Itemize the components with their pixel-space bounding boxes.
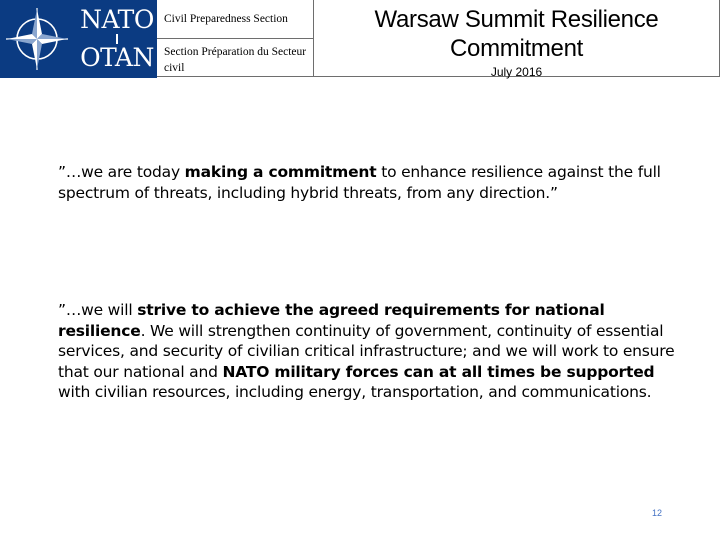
quote2-bold-2: NATO military forces can at all times be supported — [222, 362, 655, 381]
quote2-bold-1: strive to achieve the agreed requirements for national resilience — [58, 301, 605, 340]
quote2-text-2: . We will strengthen continuity of government, continuity of essential services, and security of civilian critical infrastructure; and we will work to ensure that our national and — [58, 321, 675, 381]
quote2-text-1: ”…we will — [58, 301, 138, 319]
quote-paragraph-2 — [58, 300, 678, 403]
quote-paragraph-1 — [58, 162, 678, 203]
title-box — [314, 0, 720, 77]
section-name-french: Section Préparation du Secteur civil — [164, 46, 307, 74]
slide-header — [0, 0, 720, 78]
section-label-box — [157, 0, 314, 77]
quote2-text-3: with civilian resources, including energy, transportation, and communications. — [58, 383, 652, 401]
section-name-english: Civil Preparedness Section — [164, 13, 288, 25]
quote1-text-2: to enhance resilience against the full spectrum of threats, including hybrid threats, from any direction.” — [58, 163, 661, 202]
slide-title: Warsaw Summit Resilience Commitment — [374, 6, 659, 62]
quote1-bold-1: making a commitment — [184, 163, 377, 181]
nato-compass-star-icon — [4, 6, 70, 72]
quote1-text-1: ”…we are today — [58, 163, 185, 181]
section-divider — [157, 38, 313, 39]
logo-text-otan: OTAN — [80, 43, 154, 72]
nato-logo — [0, 0, 157, 78]
page-number: 12 — [652, 508, 663, 518]
slide-date: July 2016 — [490, 65, 543, 79]
logo-text-nato: NATO — [80, 5, 154, 34]
